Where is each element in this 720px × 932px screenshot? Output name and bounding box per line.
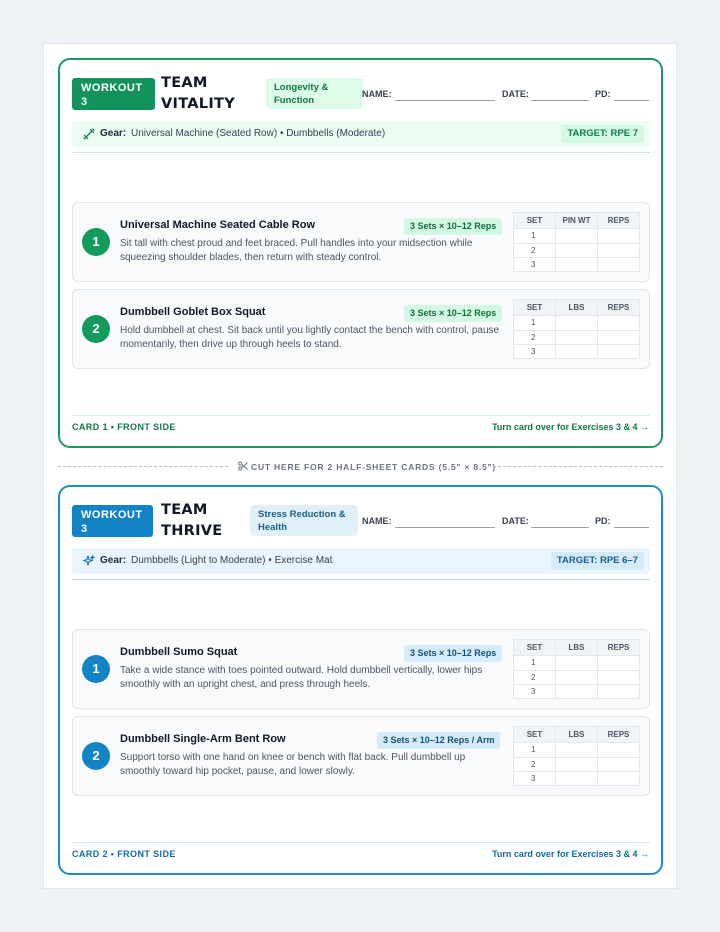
set-number: 1 (514, 743, 556, 757)
exercise-number: 1 (82, 655, 110, 683)
gear-label: Gear: (100, 128, 127, 139)
gear-bar (72, 121, 650, 147)
pd-label: PD: (595, 89, 611, 99)
set-number: 3 (514, 684, 556, 698)
prescription-badge: 3 Sets × 10–12 Reps (404, 645, 502, 662)
workout-card-2 (58, 485, 663, 875)
set-number: 2 (514, 757, 556, 771)
log-table (513, 639, 640, 699)
cut-line (58, 461, 663, 473)
log-cell[interactable] (556, 330, 598, 344)
log-cell[interactable] (598, 743, 640, 757)
scissors-icon (238, 461, 248, 471)
date-line[interactable] (531, 100, 589, 101)
focus-badge: Longevity & Function (266, 78, 363, 109)
exercise-card (72, 202, 650, 282)
exercise-title: Universal Machine Seated Cable Row (120, 219, 316, 231)
team-name: TEAM VITALITY (161, 75, 236, 112)
card-side-label: CARD 2 • FRONT SIDE (72, 849, 176, 859)
log-cell[interactable] (556, 316, 598, 330)
set-number: 1 (514, 229, 556, 243)
set-number: 1 (514, 316, 556, 330)
log-cell[interactable] (598, 316, 640, 330)
gear-bar (72, 548, 650, 574)
name-line[interactable] (395, 527, 495, 528)
log-col-header: LBS (556, 727, 598, 743)
gear-list: Dumbbells (Light to Moderate) • Exercise Mat (131, 555, 333, 566)
log-cell[interactable] (598, 330, 640, 344)
card-side-label: CARD 1 • FRONT SIDE (72, 422, 176, 432)
sparkle-icon (83, 555, 95, 567)
log-col-header: REPS (598, 300, 640, 316)
log-cell[interactable] (556, 670, 598, 684)
log-cell[interactable] (598, 670, 640, 684)
log-cell[interactable] (556, 257, 598, 271)
cut-label-text: CUT HERE FOR 2 HALF-SHEET CARDS (5.5" × 8.5") (251, 462, 497, 472)
turn-over-note: Turn card over for Exercises 3 & 4 → (492, 849, 649, 859)
name-line[interactable] (395, 100, 495, 101)
date-label: DATE: (502, 516, 529, 526)
log-col-header: LBS (556, 640, 598, 656)
exercise-number: 2 (82, 742, 110, 770)
workout-badge: WORKOUT 3 (72, 78, 155, 110)
log-cell[interactable] (556, 757, 598, 771)
set-number: 2 (514, 243, 556, 257)
dashed-line (58, 466, 228, 467)
exercise-title: Dumbbell Single-Arm Bent Row (120, 733, 286, 745)
log-cell[interactable] (556, 656, 598, 670)
log-cell[interactable] (556, 771, 598, 785)
log-cell[interactable] (598, 344, 640, 358)
log-col-header: SET (514, 213, 556, 229)
log-col-header: SET (514, 640, 556, 656)
exercise-number: 2 (82, 315, 110, 343)
log-cell[interactable] (556, 344, 598, 358)
pd-line[interactable] (614, 527, 649, 528)
print-sheet (43, 43, 677, 889)
log-cell[interactable] (556, 684, 598, 698)
log-col-header: REPS (598, 727, 640, 743)
card-header (72, 76, 650, 116)
exercise-description: Hold dumbbell at chest. Sit back until you lightly contact the bench with control, pause momentarily, then drive up through heels to stand. (120, 325, 500, 350)
turn-over-note: Turn card over for Exercises 3 & 4 → (492, 422, 649, 432)
log-cell[interactable] (598, 771, 640, 785)
log-col-header: REPS (598, 640, 640, 656)
exercise-card (72, 716, 650, 796)
exercise-description: Take a wide stance with toes pointed outward. Hold dumbbell vertically, lower hips smoothly with an upright chest, and press through heels. (120, 665, 483, 690)
gear-list: Universal Machine (Seated Row) • Dumbbells (Moderate) (131, 128, 386, 139)
footer-divider (72, 415, 650, 416)
pd-line[interactable] (614, 100, 649, 101)
exercise-card (72, 289, 650, 369)
dashed-line (493, 466, 663, 467)
exercise-title: Dumbbell Goblet Box Squat (120, 306, 266, 318)
set-number: 3 (514, 771, 556, 785)
log-col-header: PIN WT (556, 213, 598, 229)
log-table (513, 212, 640, 272)
cut-label (238, 461, 496, 472)
date-line[interactable] (531, 527, 589, 528)
prescription-badge: 3 Sets × 10–12 Reps (404, 218, 502, 235)
log-cell[interactable] (598, 243, 640, 257)
log-cell[interactable] (598, 757, 640, 771)
log-cell[interactable] (598, 257, 640, 271)
log-cell[interactable] (598, 684, 640, 698)
date-label: DATE: (502, 89, 529, 99)
log-cell[interactable] (556, 743, 598, 757)
workout-badge: WORKOUT 3 (72, 505, 153, 537)
team-name: TEAM THRIVE (161, 502, 223, 539)
log-col-header: SET (514, 727, 556, 743)
name-label: NAME: (362, 89, 392, 99)
log-table (513, 726, 640, 786)
set-number: 3 (514, 344, 556, 358)
gear-label: Gear: (100, 555, 127, 566)
divider (72, 152, 650, 153)
target-badge: TARGET: RPE 7 (561, 125, 644, 143)
set-number: 2 (514, 670, 556, 684)
set-number: 2 (514, 330, 556, 344)
prescription-badge: 3 Sets × 10–12 Reps (404, 305, 502, 322)
log-cell[interactable] (598, 229, 640, 243)
set-number: 1 (514, 656, 556, 670)
name-label: NAME: (362, 516, 392, 526)
log-cell[interactable] (556, 229, 598, 243)
set-number: 3 (514, 257, 556, 271)
card-header (72, 503, 650, 543)
log-col-header: LBS (556, 300, 598, 316)
workout-card-1 (58, 58, 663, 448)
exercise-number: 1 (82, 228, 110, 256)
log-table (513, 299, 640, 359)
exercise-description: Sit tall with chest proud and feet braced. Pull handles into your midsection while squeezing shoulder blades, then return with steady control. (120, 238, 473, 263)
log-cell[interactable] (556, 243, 598, 257)
dumbbell-icon (83, 128, 95, 140)
footer-divider (72, 842, 650, 843)
target-badge: TARGET: RPE 6–7 (551, 552, 644, 570)
exercise-title: Dumbbell Sumo Squat (120, 646, 238, 658)
divider (72, 579, 650, 580)
prescription-badge: 3 Sets × 10–12 Reps / Arm (377, 732, 500, 749)
pd-label: PD: (595, 516, 611, 526)
log-cell[interactable] (598, 656, 640, 670)
exercise-card (72, 629, 650, 709)
log-col-header: REPS (598, 213, 640, 229)
exercise-description: Support torso with one hand on knee or bench with flat back. Pull dumbbell up smoothly toward hip pocket, pause, and lower slowly. (120, 752, 466, 777)
log-col-header: SET (514, 300, 556, 316)
focus-badge: Stress Reduction & Health (250, 505, 358, 536)
